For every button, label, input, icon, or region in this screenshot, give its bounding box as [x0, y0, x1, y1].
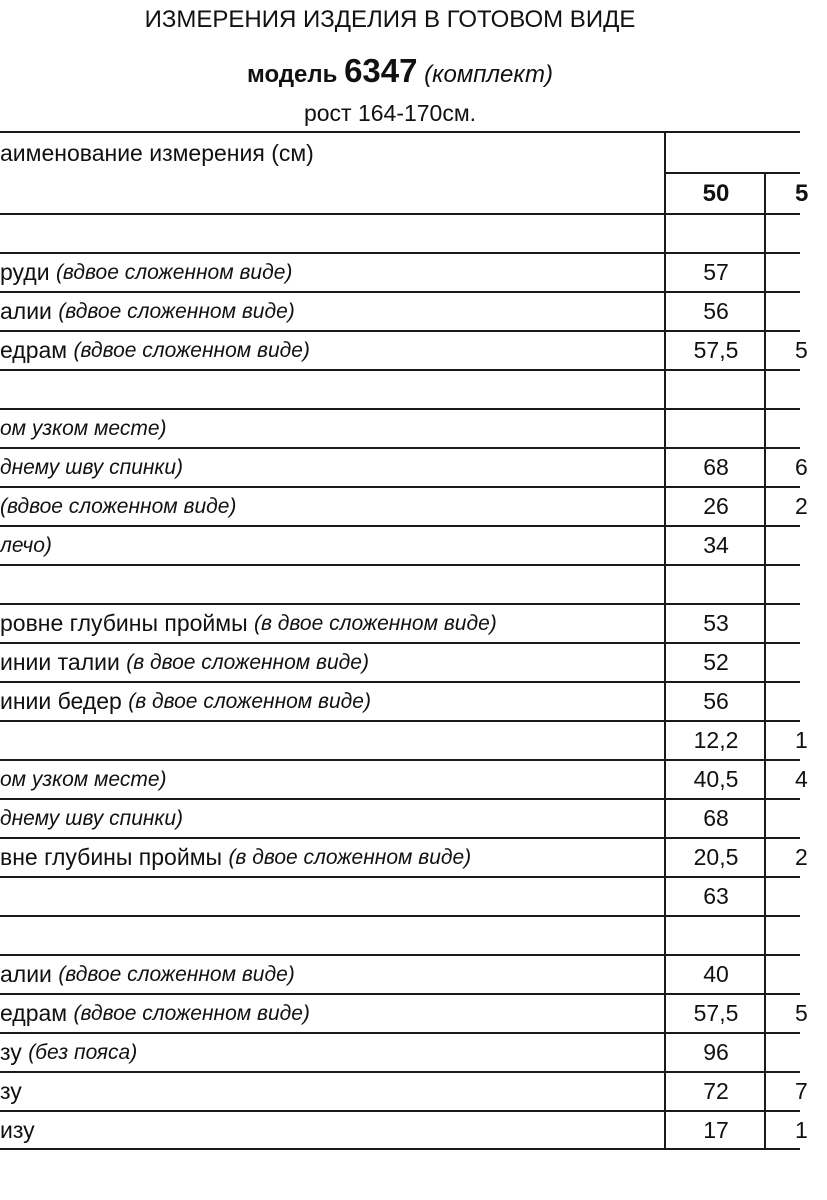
- label-note: (в двое сложенном виде): [254, 611, 497, 635]
- value-size-50: 26: [703, 493, 729, 519]
- size-header-next: 5: [795, 179, 809, 207]
- label-main: инии талии: [0, 649, 127, 675]
- model-note: (комплект): [417, 61, 553, 88]
- measurement-label: [0, 293, 665, 330]
- label-main: вне глубины проймы: [0, 844, 229, 870]
- label-main: алии: [0, 961, 59, 987]
- value-size-next: 1: [795, 1116, 808, 1143]
- value-size-50: [667, 917, 765, 954]
- value-size-50: 68: [703, 454, 729, 480]
- value-size-50: 72: [703, 1078, 729, 1104]
- value-size-next: 5: [795, 337, 808, 363]
- value-size-next: [767, 254, 827, 291]
- label-note: ом узком месте): [0, 767, 167, 791]
- label-note: (вдвое сложенном виде): [58, 962, 295, 986]
- measurement-label: [0, 956, 665, 993]
- label-main: зу: [0, 1078, 22, 1104]
- value-size-next: [767, 956, 827, 993]
- value-size-50: 68: [703, 805, 729, 831]
- value-size-50: 12,2: [693, 727, 739, 753]
- measurement-label: [0, 371, 665, 408]
- value-size-50: [667, 410, 765, 447]
- height-range: рост 164-170см.: [303, 100, 477, 126]
- measurement-label: [0, 800, 665, 837]
- measurement-label: [0, 917, 665, 954]
- label-main: изу: [0, 1116, 35, 1143]
- value-size-next: 4: [795, 766, 808, 792]
- value-size-50: 63: [703, 883, 729, 909]
- measurement-label: [0, 254, 665, 291]
- label-note: днему шву спинки): [0, 455, 184, 479]
- label-note: (в двое сложенном виде): [126, 650, 369, 674]
- value-size-50: 57: [703, 259, 729, 285]
- measurement-label: [0, 410, 665, 447]
- value-size-next: 1: [795, 727, 808, 753]
- value-size-next: [767, 644, 827, 681]
- label-main: едрам: [0, 1000, 74, 1026]
- value-size-next: 5: [795, 1000, 808, 1026]
- value-size-next: [767, 566, 827, 603]
- document-title: ИЗМЕРЕНИЯ ИЗДЕЛИЯ В ГОТОВОМ ВИДЕ: [144, 6, 636, 33]
- measurement-label: [0, 605, 665, 642]
- measurement-label: [0, 761, 665, 798]
- value-size-next: [767, 527, 827, 564]
- value-size-next: [767, 683, 827, 720]
- value-size-50: 20,5: [693, 844, 739, 870]
- measurement-label: [0, 839, 665, 876]
- value-size-next: [767, 605, 827, 642]
- measurement-label: [0, 215, 665, 252]
- label-note: (вдвое сложенном виде): [58, 299, 295, 323]
- value-size-50: 56: [703, 688, 729, 714]
- measurement-label: [0, 488, 665, 525]
- value-size-next: 2: [795, 844, 808, 870]
- value-size-next: [767, 410, 827, 447]
- label-note: (без пояса): [28, 1040, 138, 1064]
- label-main: алии: [0, 298, 59, 324]
- value-size-50: 57,5: [693, 337, 739, 363]
- value-size-50: 52: [703, 649, 729, 675]
- label-note: лечо): [0, 533, 52, 557]
- label-note: (вдвое сложенном виде): [73, 1001, 310, 1025]
- model-number: 6347: [344, 52, 418, 89]
- value-size-50: [667, 215, 765, 252]
- label-note: (в двое сложенном виде): [128, 689, 371, 713]
- value-size-next: [767, 371, 827, 408]
- value-size-next: [767, 917, 827, 954]
- measurement-label: [0, 995, 665, 1032]
- value-size-50: 34: [703, 532, 729, 558]
- value-size-next: [767, 215, 827, 252]
- value-size-50: 40: [703, 961, 729, 987]
- label-note: (вдвое сложенном виде): [0, 494, 237, 518]
- label-note: (в двое сложенном виде): [228, 845, 472, 869]
- value-size-next: [767, 293, 827, 330]
- measurement-label: [0, 644, 665, 681]
- value-size-50: [667, 371, 765, 408]
- value-size-50: 53: [703, 610, 729, 636]
- value-size-next: [767, 878, 827, 915]
- measurement-label: [0, 722, 665, 759]
- measurement-label: [0, 683, 665, 720]
- label-note: (вдвое сложенном виде): [73, 338, 310, 362]
- value-size-next: 2: [795, 493, 808, 519]
- label-main: инии бедер: [0, 688, 129, 714]
- measurement-label: [0, 527, 665, 564]
- value-size-next: 7: [795, 1078, 808, 1104]
- measurement-label: [0, 449, 665, 486]
- label-main: зу: [0, 1039, 29, 1065]
- header-label-text: аименование измерения (см): [0, 139, 314, 166]
- value-size-50: 17: [703, 1116, 729, 1143]
- label-main: ровне глубины проймы: [0, 610, 255, 636]
- label-note: днему шву спинки): [0, 806, 184, 830]
- value-size-50: 57,5: [693, 1000, 739, 1026]
- column-divider: [764, 172, 766, 1150]
- value-size-50: 56: [703, 298, 729, 324]
- value-size-50: 40,5: [693, 766, 739, 792]
- label-main: руди: [0, 259, 56, 285]
- value-size-next: [767, 800, 827, 837]
- measurement-label: [0, 1073, 665, 1110]
- header-label: [0, 133, 665, 173]
- value-size-50: 96: [703, 1039, 729, 1065]
- measurement-label: [0, 566, 665, 603]
- model-label: модель: [247, 61, 345, 88]
- table-rule: [0, 1148, 800, 1150]
- label-note: ом узком месте): [0, 416, 167, 440]
- measurement-label: [0, 332, 665, 369]
- measurement-label: [0, 878, 665, 915]
- measurement-label: [0, 1034, 665, 1071]
- value-size-next: 6: [795, 454, 808, 480]
- value-size-50: [667, 566, 765, 603]
- measurement-label: [0, 1112, 665, 1148]
- column-divider: [664, 131, 666, 1150]
- value-size-next: [767, 1034, 827, 1071]
- label-main: едрам: [0, 337, 74, 363]
- size-header-50: 50: [702, 179, 730, 207]
- label-note: (вдвое сложенном виде): [55, 260, 293, 284]
